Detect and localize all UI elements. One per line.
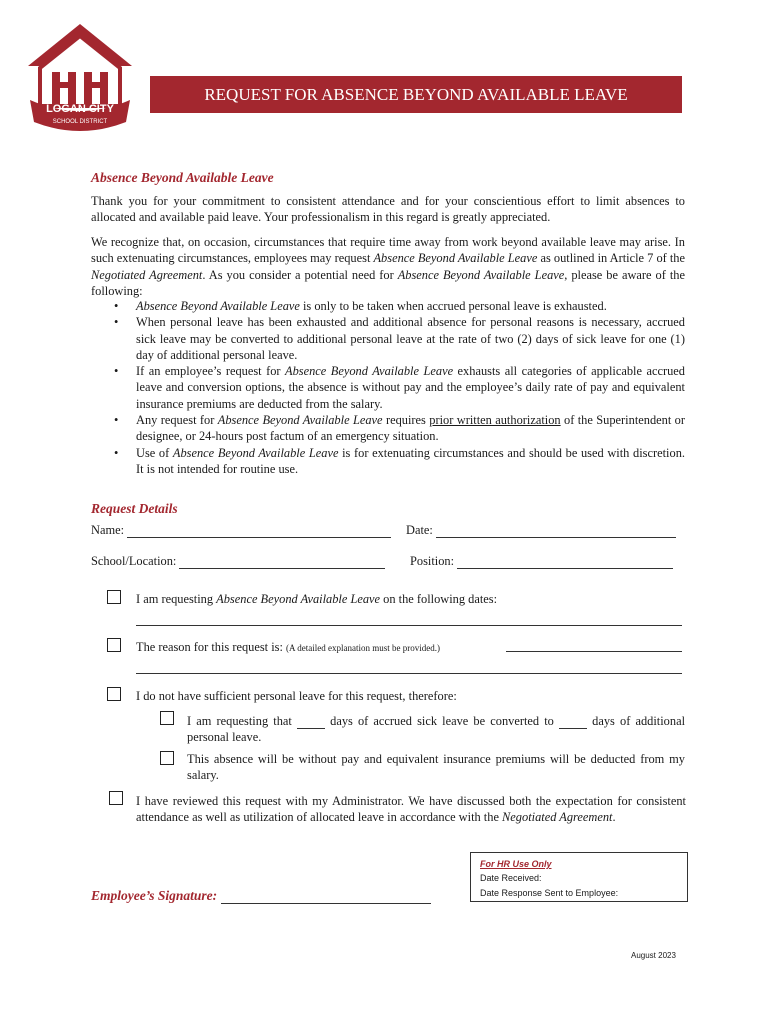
convert-sick-leave-checkbox[interactable] bbox=[160, 711, 174, 725]
date-line[interactable] bbox=[436, 526, 676, 538]
intro-paragraph-2: We recognize that, on occasion, circumstances that require time away from work beyond available leave may arise. In such extenuating circumstances, employees may request Absence Beyond Available Leave as outlined in Article 7 of the Negotiated Agreement. As you consider a potential need for Absence Beyond Available Leave, please be aware of the following: bbox=[91, 235, 685, 298]
signature-line[interactable] bbox=[221, 890, 431, 904]
insufficient-leave-checkbox[interactable] bbox=[107, 687, 121, 701]
convert-sick-leave-text: I am requesting that days of accrued sick leave be converted to days of additional personal leave. bbox=[187, 714, 686, 745]
hr-box-title: For HR Use Only bbox=[480, 859, 552, 869]
district-logo bbox=[26, 22, 134, 134]
list-item: • Use of Absence Beyond Available Leave is for extenuating circumstances and should be used with discretion. It is not intended for routine use. bbox=[114, 445, 685, 476]
insufficient-leave-text: I do not have sufficient personal leave for this request, therefore: bbox=[136, 689, 457, 703]
name-field[interactable] bbox=[91, 523, 391, 538]
name-label: Name: bbox=[91, 523, 125, 537]
hr-use-box bbox=[470, 852, 688, 902]
reviewed-checkbox[interactable] bbox=[109, 791, 123, 805]
footer-date: August 2023 bbox=[631, 951, 676, 960]
without-pay-text: This absence will be without pay and equivalent insurance premiums will be deducted from my salary. bbox=[187, 752, 685, 783]
list-item: • When personal leave has been exhausted and additional absence for personal reasons is necessary, accrued sick leave may be converted to additional personal leave at the rate of two (2) days of sick leave for one (1) day of additional personal leave. bbox=[114, 315, 685, 362]
reason-checkbox[interactable] bbox=[107, 638, 121, 652]
signature-label: Employee’s Signature: bbox=[91, 888, 218, 903]
position-field[interactable] bbox=[410, 554, 673, 569]
name-line[interactable] bbox=[127, 526, 391, 538]
form-title-banner bbox=[150, 76, 682, 113]
svg-text:SCHOOL DISTRICT: SCHOOL DISTRICT bbox=[52, 119, 108, 125]
dates-option-text: I am requesting Absence Beyond Available Leave on the following dates: bbox=[136, 592, 498, 606]
reviewed-text: I have reviewed this request with my Administrator. We have discussed both the expectation for consistent attendance as well as utilization of allocated leave in accordance with the Negotiated Agreement. bbox=[136, 794, 686, 825]
date-response-label: Date Response Sent to Employee: bbox=[480, 888, 619, 898]
dates-checkbox[interactable] bbox=[107, 590, 121, 604]
without-pay-checkbox[interactable] bbox=[160, 751, 174, 765]
position-label: Position: bbox=[410, 554, 455, 568]
sick-days-blank[interactable] bbox=[297, 717, 325, 729]
request-heading: Request Details bbox=[91, 501, 178, 516]
intro-paragraph-1: Thank you for your commitment to consistent attendance and for your conscientious effort to limit absences to allocated and available paid leave. Your professionalism in this regard is greatly appreciated. bbox=[91, 194, 685, 225]
school-label: School/Location: bbox=[91, 554, 177, 568]
reason-option-text: The reason for this request is: (A detailed explanation must be provided.) bbox=[136, 640, 440, 654]
list-item: • If an employee’s request for Absence Beyond Available Leave exhausts all categories of applicable accrued leave and conversion options, the absence is without pay and the employee’s daily rate of pay and equivalent insurance premiums are deducted from the salary. bbox=[114, 364, 686, 411]
date-field[interactable] bbox=[406, 523, 676, 538]
intro-heading: Absence Beyond Available Leave bbox=[91, 170, 274, 185]
personal-days-blank[interactable] bbox=[559, 717, 587, 729]
dates-entry-line[interactable] bbox=[136, 625, 682, 626]
reason-entry-line-2[interactable] bbox=[136, 673, 682, 674]
date-label: Date: bbox=[406, 523, 433, 537]
svg-text:LOGAN CITY: LOGAN CITY bbox=[46, 103, 114, 115]
school-field[interactable] bbox=[91, 554, 385, 569]
form-title: REQUEST FOR ABSENCE BEYOND AVAILABLE LEAVE bbox=[204, 84, 628, 104]
list-item: • Absence Beyond Available Leave is only to be taken when accrued personal leave is exhausted. bbox=[114, 299, 607, 313]
list-item: • Any request for Absence Beyond Available Leave requires prior written authorization of the Superintendent or designee, or 24-hours post factum of an emergency situation. bbox=[114, 413, 686, 444]
position-line[interactable] bbox=[457, 557, 673, 569]
date-received-label: Date Received: bbox=[480, 873, 542, 883]
school-line[interactable] bbox=[179, 557, 385, 569]
conditions-list bbox=[91, 298, 685, 477]
reason-entry-line[interactable] bbox=[506, 651, 682, 652]
signature-field[interactable] bbox=[91, 888, 431, 904]
